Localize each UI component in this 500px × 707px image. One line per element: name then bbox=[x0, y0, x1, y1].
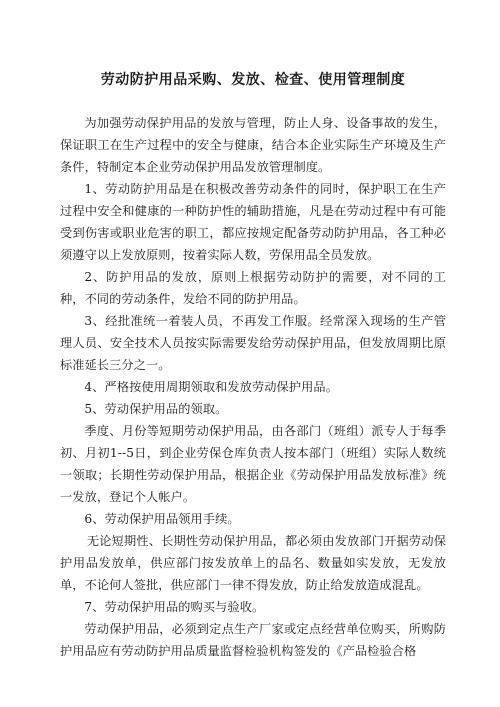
document-title: 劳动防护用品采购、发放、检查、使用管理制度 bbox=[100, 72, 406, 88]
paragraph-item-6-detail: 无论短期性、长期性劳动保护用品，都必须由发放部门开据劳动保护用品发放单，供应部门按发放单上的品名、数量如实发放，无发放单，不论何人签批，供应部门一律不得发放，防止给发放造成混乱。 bbox=[60, 534, 446, 592]
paragraph-item-2: 2、防护用品的发放，原则上根据劳动防护的需要，对不同的工种，不同的劳动条件，发给不同的防护用品。 bbox=[60, 270, 446, 306]
paragraph-item-7-detail: 劳动保护用品，必须到定点生产厂家或定点经营单位购买，所购防护用品应有劳动防护用品质量监督检验机构签发的《产品检验合格 bbox=[60, 622, 446, 658]
paragraph-item-4: 4、严格按使用周期领取和发放劳动保护用品。 bbox=[84, 380, 338, 394]
paragraph-item-6: 6、劳动保护用品领用手续。 bbox=[84, 512, 240, 526]
paragraph-intro: 为加强劳动保护用品的发放与管理，防止人身、设备事故的发生，保证职工在生产过程中的安全与健康，结合本企业实际生产环境及生产条件，特制定本企业劳动保护用品发放管理制度。 bbox=[60, 116, 446, 174]
paragraph-item-1: 1、劳动防护用品是在积极改善劳动条件的同时，保护职工在生产过程中安全和健康的一种防护性的辅助措施，凡是在劳动过程中有可能受到伤害或职业危害的职工，都应按规定配备劳动防护用品，各工种必须遵守以上发放原则，按着实际人数，劳保用品全员发放。 bbox=[60, 182, 446, 262]
paragraph-item-5-detail: 季度、月份等短期劳动保护用品，由各部门（班组）派专人于每季初、月初1--5日，到企业劳保仓库负责人按本部门（班组）实际人数统一领取；长期性劳动保护用品，根据企业《劳动保护用品发放标准》统一发放，登记个人帐户。 bbox=[60, 424, 446, 504]
paragraph-item-7: 7、劳动保护用品的购买与验收。 bbox=[84, 600, 265, 614]
paragraph-item-3: 3、经批准统一着装人员，不再发工作服。经常深入现场的生产管理人员、安全技术人员按实际需要发给劳动保护用品，但发放周期比原标准延长三分之一。 bbox=[60, 314, 446, 372]
paragraph-item-5: 5、劳动保护用品的领取。 bbox=[84, 402, 228, 416]
